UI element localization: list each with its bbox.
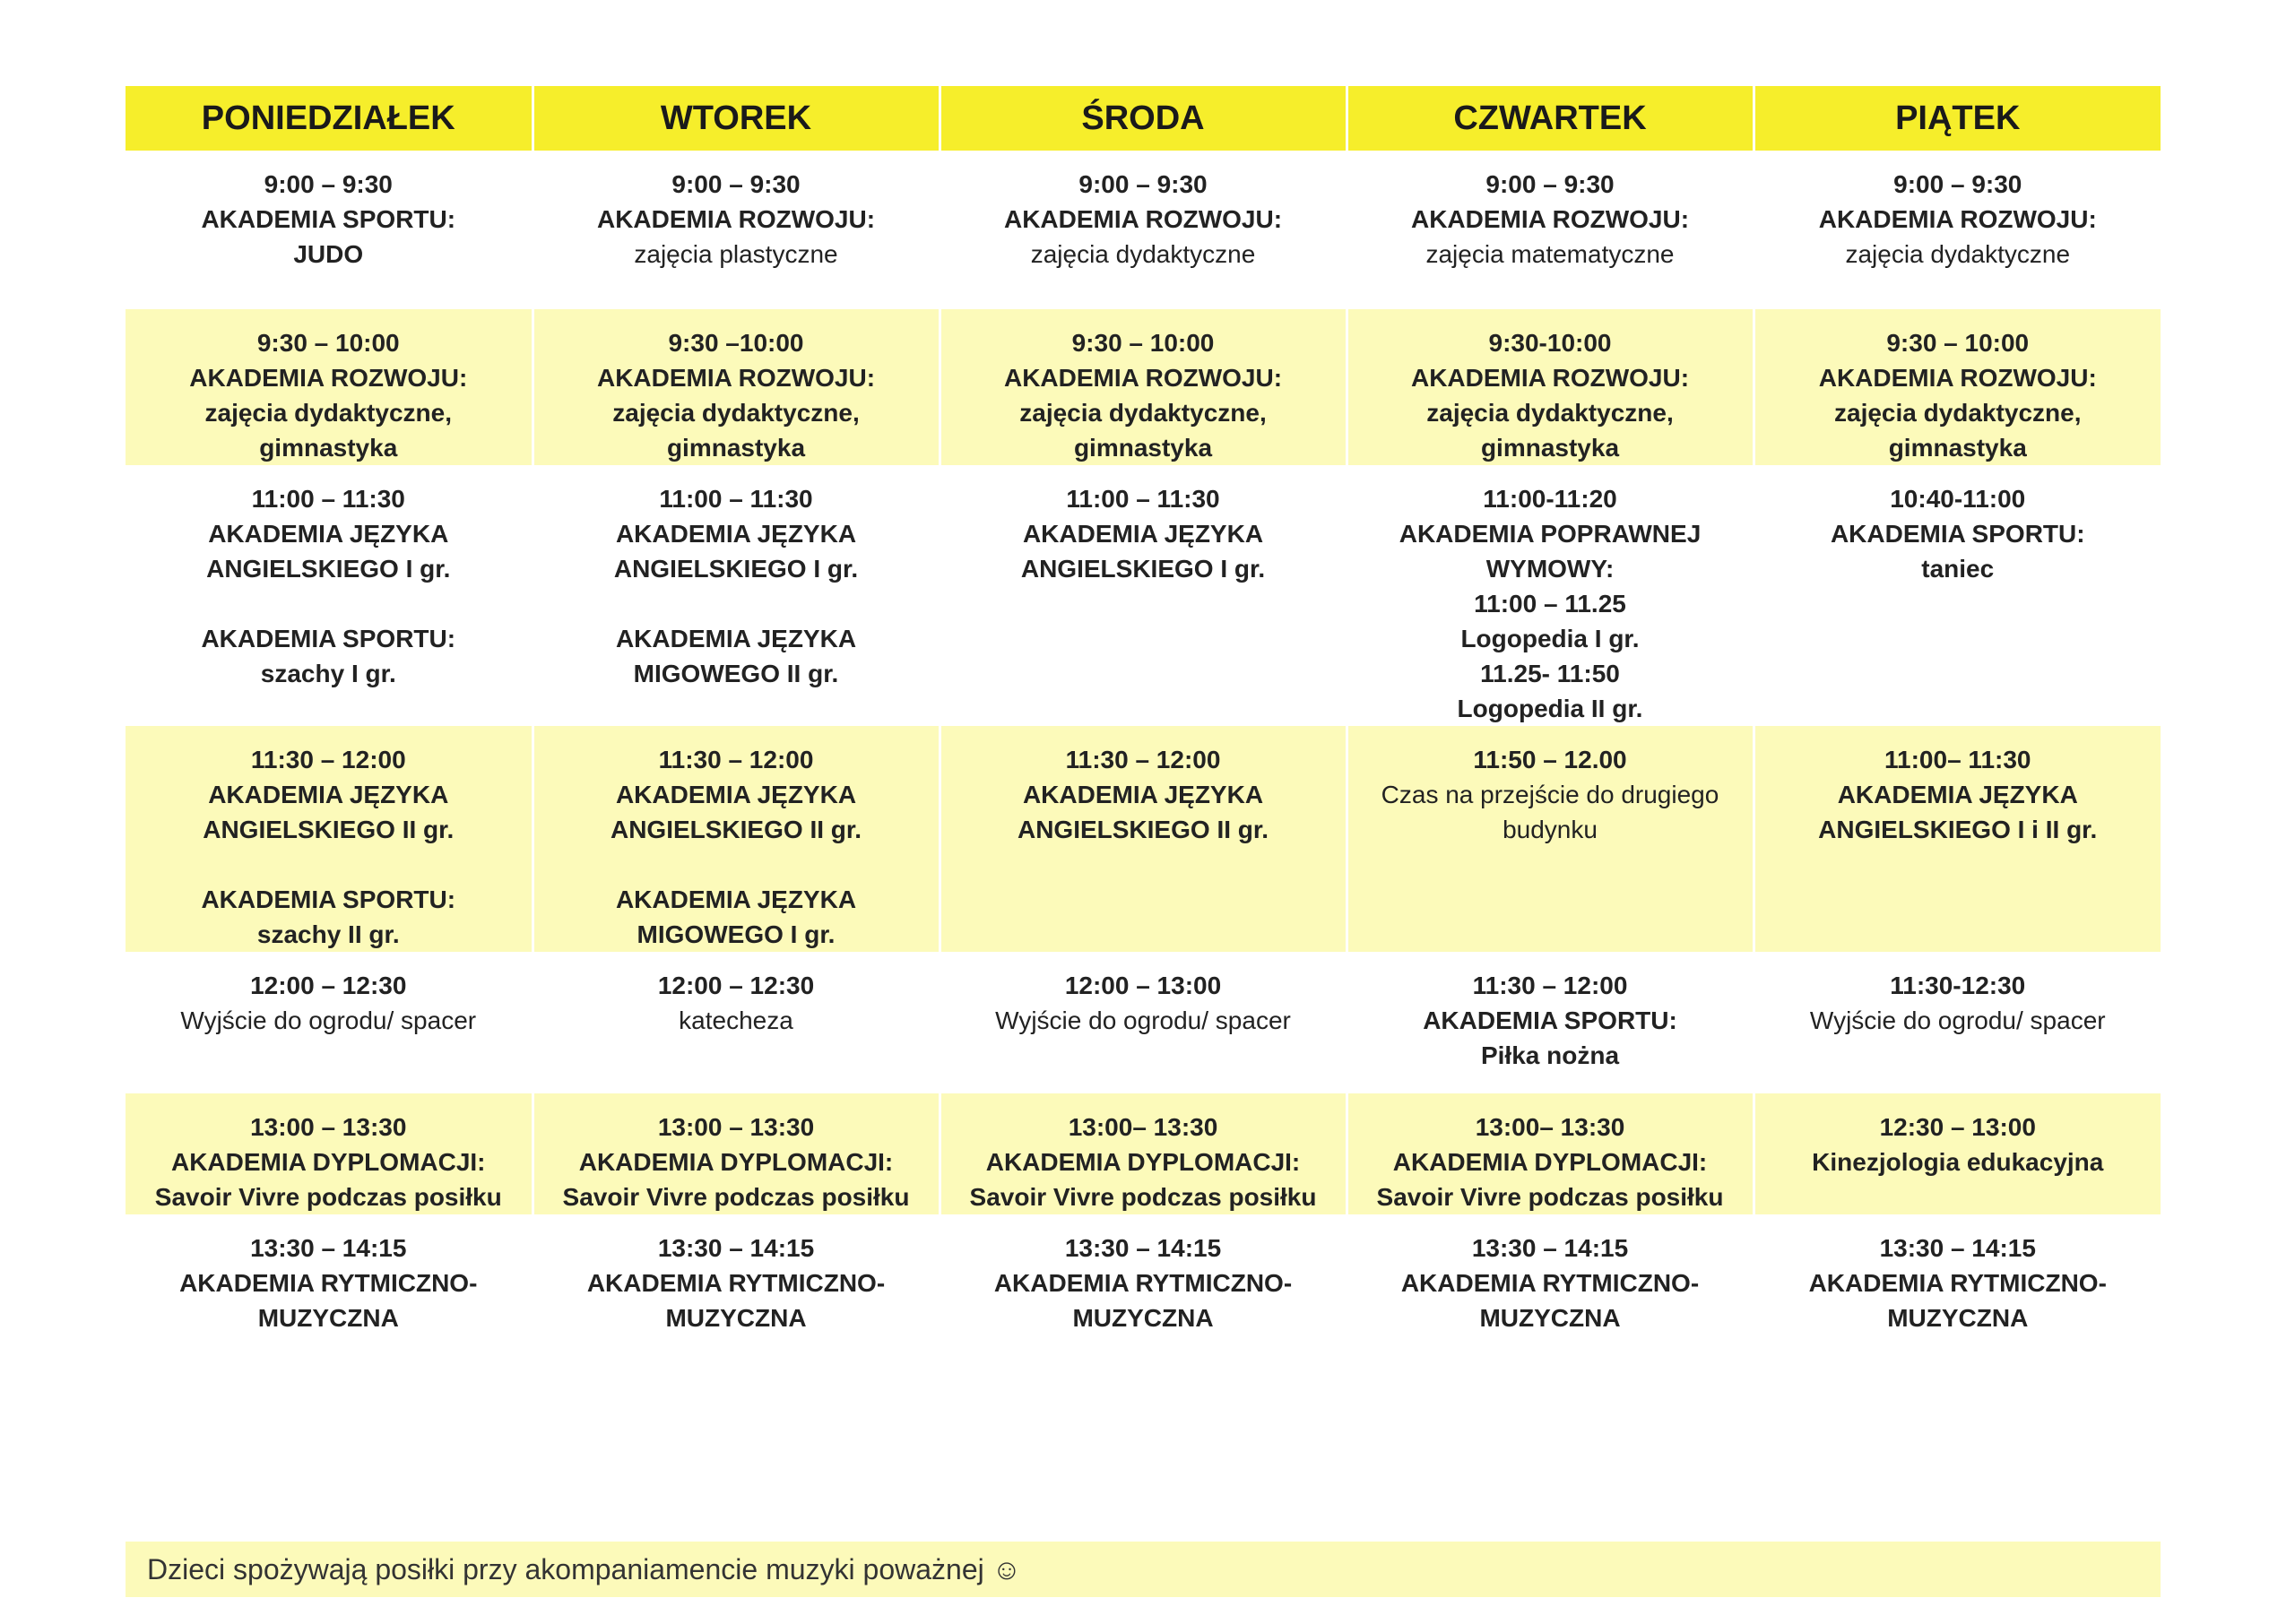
cell-line: szachy II gr. (256, 920, 400, 948)
cell-line: 11:30 – 12:00 (1065, 746, 1221, 773)
cell-line: MIGOWEGO I gr. (637, 920, 836, 948)
schedule-cell (533, 309, 940, 465)
cell-line: zajęcia dydaktyczne (1845, 240, 2071, 268)
cell-line: zajęcia dydaktyczne, (1019, 399, 1267, 427)
cell-line: AKADEMIA RYTMICZNO- (1400, 1269, 1700, 1297)
schedule-cell (1754, 1093, 2161, 1214)
cell-line: 12:00 – 12:30 (250, 972, 407, 999)
schedule-cell (126, 1214, 533, 1335)
cell-line: zajęcia plastyczne (634, 240, 838, 268)
cell-line: Savoir Vivre podczas posiłku (154, 1183, 502, 1211)
cell-line: AKADEMIA DYPLOMACJI: (170, 1148, 486, 1176)
cell-line: AKADEMIA JĘZYKA (1837, 781, 2078, 808)
cell-line: MIGOWEGO II gr. (633, 660, 839, 687)
cell-line: 13:30 – 14:15 (657, 1234, 815, 1262)
day-header-friday: PIĄTEK (1754, 86, 2161, 151)
cell-line: ANGIELSKIEGO I gr. (613, 555, 859, 583)
schedule-cell (533, 151, 940, 309)
schedule-cell (1347, 1093, 1754, 1214)
cell-line: AKADEMIA ROZWOJU: (1410, 364, 1690, 392)
schedule-row (126, 151, 2161, 309)
cell-line: 9:30 – 10:00 (256, 329, 400, 357)
cell-line: AKADEMIA ROZWOJU: (189, 364, 468, 392)
cell-line: ANGIELSKIEGO I gr. (206, 555, 451, 583)
cell-line: AKADEMIA ROZWOJU: (1003, 364, 1283, 392)
cell-line: zajęcia matematyczne (1425, 240, 1675, 268)
cell-line: zajęcia dydaktyczne, (1426, 399, 1674, 427)
cell-line: AKADEMIA SPORTU: (201, 205, 456, 233)
schedule-cell (1754, 465, 2161, 726)
schedule-cell (1347, 151, 1754, 309)
cell-line: zajęcia dydaktyczne (1030, 240, 1256, 268)
schedule-cell (126, 1093, 533, 1214)
cell-line: MUZYCZNA (1479, 1304, 1621, 1332)
cell-line: ANGIELSKIEGO II gr. (1017, 816, 1269, 843)
cell-line: gimnastyka (259, 434, 398, 462)
cell-line: 13:00– 13:30 (1068, 1113, 1218, 1141)
cell-line: 11:00– 11:30 (1884, 746, 2031, 773)
cell-line: 9:00 – 9:30 (671, 170, 801, 198)
cell-line: AKADEMIA SPORTU: (1423, 1006, 1677, 1034)
cell-line: AKADEMIA SPORTU: (1830, 520, 2085, 548)
schedule-cell (1347, 465, 1754, 726)
cell-spacer (540, 586, 933, 621)
cell-line: 11:00 – 11:30 (1066, 485, 1220, 513)
cell-line: AKADEMIA JĘZYKA (615, 885, 857, 913)
cell-line: ANGIELSKIEGO I i II gr. (1818, 816, 2098, 843)
cell-line: 9:00 – 9:30 (1078, 170, 1208, 198)
cell-line: 11:30 – 12:00 (658, 746, 814, 773)
footer-note: Dzieci spożywają posiłki przy akompaniamencie muzyki poważnej ☺ (126, 1542, 2161, 1597)
cell-line: AKADEMIA JĘZYKA (1022, 520, 1264, 548)
cell-line: 13:00 – 13:30 (250, 1113, 407, 1141)
cell-line: 12:00 – 13:00 (1064, 972, 1222, 999)
cell-line: Logopedia I gr. (1460, 625, 1640, 652)
schedule-row (126, 309, 2161, 465)
day-header-monday: PONIEDZIAŁEK (126, 86, 533, 151)
cell-line: budynku (1503, 816, 1598, 843)
cell-line: gimnastyka (1480, 434, 1620, 462)
cell-line: 13:00– 13:30 (1475, 1113, 1625, 1141)
cell-line: 11:00-11:20 (1483, 485, 1617, 513)
cell-line: AKADEMIA POPRAWNEJ (1399, 520, 1702, 548)
schedule-body (126, 151, 2161, 1335)
cell-line: AKADEMIA JĘZYKA (1022, 781, 1264, 808)
cell-line: AKADEMIA JĘZYKA (615, 520, 857, 548)
schedule-cell (1754, 151, 2161, 309)
cell-line: 9:30-10:00 (1488, 329, 1612, 357)
cell-spacer (131, 847, 526, 882)
cell-line: MUZYCZNA (665, 1304, 807, 1332)
cell-line: zajęcia dydaktyczne, (204, 399, 452, 427)
schedule-cell (126, 952, 533, 1093)
cell-line: JUDO (293, 240, 364, 268)
cell-line: AKADEMIA DYPLOMACJI: (1392, 1148, 1708, 1176)
cell-line: AKADEMIA RYTMICZNO- (179, 1269, 478, 1297)
schedule-cell (1754, 309, 2161, 465)
schedule-cell (940, 465, 1347, 726)
schedule-cell (533, 1214, 940, 1335)
schedule-cell (1754, 726, 2161, 952)
cell-line: WYMOWY: (1485, 555, 1615, 583)
day-header-tuesday: WTOREK (533, 86, 940, 151)
schedule-cell (1754, 952, 2161, 1093)
cell-line: zajęcia dydaktyczne, (612, 399, 860, 427)
cell-line: AKADEMIA JĘZYKA (208, 781, 449, 808)
cell-line: ANGIELSKIEGO II gr. (610, 816, 862, 843)
cell-line: ANGIELSKIEGO I gr. (1020, 555, 1266, 583)
cell-line: 13:30 – 14:15 (250, 1234, 407, 1262)
cell-line: AKADEMIA SPORTU: (201, 625, 456, 652)
schedule-cell (126, 151, 533, 309)
cell-line: 13:00 – 13:30 (657, 1113, 815, 1141)
cell-line: szachy I gr. (260, 660, 396, 687)
cell-line: 11:00 – 11.25 (1474, 590, 1626, 618)
cell-line: 13:30 – 14:15 (1471, 1234, 1629, 1262)
day-header-thursday: CZWARTEK (1347, 86, 1754, 151)
cell-line: AKADEMIA DYPLOMACJI: (578, 1148, 894, 1176)
cell-line: Logopedia II gr. (1457, 695, 1643, 722)
cell-line: Kinezjologia edukacyjna (1812, 1148, 2104, 1176)
cell-line: gimnastyka (666, 434, 806, 462)
cell-line: AKADEMIA JĘZYKA (208, 520, 449, 548)
cell-line: AKADEMIA ROZWOJU: (1003, 205, 1283, 233)
cell-line: MUZYCZNA (1072, 1304, 1214, 1332)
schedule-cell (940, 1214, 1347, 1335)
cell-line: 12:00 – 12:30 (657, 972, 815, 999)
schedule-cell (533, 465, 940, 726)
cell-line: 12:30 – 13:00 (1879, 1113, 2036, 1141)
day-header-row (126, 86, 2161, 151)
schedule-cell (533, 952, 940, 1093)
cell-line: AKADEMIA JĘZYKA (615, 625, 857, 652)
cell-line: 10:40-11:00 (1890, 485, 2026, 513)
cell-line: AKADEMIA RYTMICZNO- (1808, 1269, 2107, 1297)
cell-line: AKADEMIA JĘZYKA (615, 781, 857, 808)
schedule-row (126, 1214, 2161, 1335)
cell-line: 9:00 – 9:30 (1485, 170, 1615, 198)
schedule-cell (1347, 952, 1754, 1093)
cell-line: AKADEMIA SPORTU: (201, 885, 456, 913)
schedule-cell (1347, 726, 1754, 952)
schedule-cell (126, 309, 533, 465)
cell-line: MUZYCZNA (1887, 1304, 2029, 1332)
cell-line: AKADEMIA ROZWOJU: (1818, 205, 2097, 233)
cell-line: 11.25- 11:50 (1480, 660, 1620, 687)
schedule-cell (940, 952, 1347, 1093)
schedule-cell (533, 1093, 940, 1214)
cell-line: 9:00 – 9:30 (1893, 170, 2022, 198)
cell-line: 13:30 – 14:15 (1064, 1234, 1222, 1262)
cell-line: gimnastyka (1888, 434, 2027, 462)
cell-line: Savoir Vivre podczas posiłku (562, 1183, 910, 1211)
cell-line: 9:00 – 9:30 (264, 170, 393, 198)
schedule-row (126, 952, 2161, 1093)
schedule-cell (126, 726, 533, 952)
cell-line: katecheza (679, 1006, 793, 1034)
schedule-cell (1754, 1214, 2161, 1335)
schedule-row (126, 726, 2161, 952)
cell-line: Piłka nożna (1480, 1041, 1620, 1069)
schedule-cell (1347, 309, 1754, 465)
schedule-row (126, 1093, 2161, 1214)
schedule-cell (533, 726, 940, 952)
cell-line: Savoir Vivre podczas posiłku (1376, 1183, 1724, 1211)
cell-line: AKADEMIA RYTMICZNO- (586, 1269, 886, 1297)
cell-line: zajęcia dydaktyczne, (1834, 399, 2082, 427)
cell-line: Czas na przejście do drugiego (1381, 781, 1719, 808)
schedule-cell (940, 726, 1347, 952)
cell-spacer (131, 586, 526, 621)
day-header-wednesday: ŚRODA (940, 86, 1347, 151)
cell-line: AKADEMIA ROZWOJU: (596, 364, 876, 392)
cell-line: MUZYCZNA (257, 1304, 399, 1332)
cell-line: 9:30 – 10:00 (1886, 329, 2030, 357)
cell-line: Wyjście do ogrodu/ spacer (1809, 1006, 2106, 1034)
cell-spacer (540, 847, 933, 882)
schedule-cell (940, 1093, 1347, 1214)
cell-line: AKADEMIA ROZWOJU: (1818, 364, 2097, 392)
schedule-table (126, 86, 2161, 1335)
cell-line: 11:30 – 12:00 (1472, 972, 1628, 999)
cell-line: 9:30 – 10:00 (1071, 329, 1215, 357)
cell-line: Wyjście do ogrodu/ spacer (995, 1006, 1291, 1034)
cell-line: Wyjście do ogrodu/ spacer (180, 1006, 477, 1034)
cell-line: 11:30 – 12:00 (250, 746, 406, 773)
schedule-cell (940, 151, 1347, 309)
cell-line: 9:30 –10:00 (668, 329, 804, 357)
cell-line: AKADEMIA DYPLOMACJI: (985, 1148, 1301, 1176)
cell-line: AKADEMIA RYTMICZNO- (993, 1269, 1293, 1297)
cell-line: 11:00 – 11:30 (251, 485, 405, 513)
cell-line: Savoir Vivre podczas posiłku (969, 1183, 1317, 1211)
cell-line: AKADEMIA ROZWOJU: (596, 205, 876, 233)
cell-line: ANGIELSKIEGO II gr. (203, 816, 455, 843)
cell-line: AKADEMIA ROZWOJU: (1410, 205, 1690, 233)
cell-line: taniec (1921, 555, 1995, 583)
cell-line: 11:30-12:30 (1890, 972, 2026, 999)
cell-line: 11:50 – 12.00 (1473, 746, 1627, 773)
schedule-cell (940, 309, 1347, 465)
schedule-row (126, 465, 2161, 726)
cell-line: 13:30 – 14:15 (1879, 1234, 2036, 1262)
schedule-cell (1347, 1214, 1754, 1335)
cell-line: 11:00 – 11:30 (659, 485, 813, 513)
schedule-cell (126, 465, 533, 726)
cell-line: gimnastyka (1073, 434, 1213, 462)
